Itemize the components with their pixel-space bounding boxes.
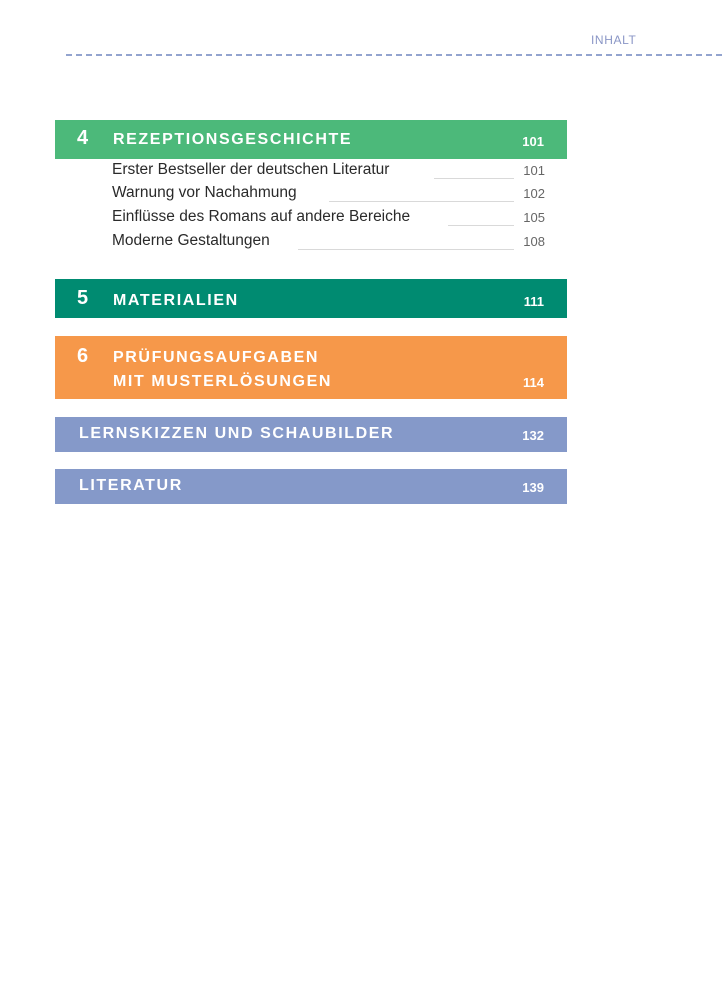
subitem-label: Moderne Gestaltungen [112,232,276,250]
toc-subitem[interactable] [112,184,544,206]
chapter-page: 101 [522,134,544,149]
toc-chapter-4[interactable] [55,120,567,159]
toc-literatur[interactable] [55,469,567,504]
leader-line [434,178,514,179]
toc-subitem[interactable] [112,208,544,230]
subitem-label: Einflüsse des Romans auf andere Bereiche [112,208,416,226]
chapter-title-line-2: MIT MUSTERLÖSUNGEN [113,373,333,390]
subitem-label: Erster Bestseller der deutschen Literatur [112,161,395,179]
chapter-title-line-1: PRÜFUNGSAUFGABEN [113,349,320,366]
chapter-title: MATERIALIEN [113,292,239,309]
chapter-page: 111 [523,294,544,309]
toc-chapter-6[interactable] [55,336,567,399]
toc-subitem[interactable] [112,161,544,183]
subitem-page: 105 [523,210,545,225]
running-head: INHALT [591,33,637,47]
subitem-page: 101 [523,163,545,178]
leader-line [298,249,514,250]
chapter-title: REZEPTIONSGESCHICHTE [113,131,353,148]
table-of-contents [55,120,567,504]
dashed-rule [66,54,722,56]
subitem-page: 102 [523,186,545,201]
toc-lernskizzen[interactable] [55,417,567,452]
chapter-number: 4 [77,127,89,149]
toc-chapter-5[interactable] [55,279,567,318]
toc-chapter-4-subitems [55,159,567,278]
subitem-page: 108 [523,234,545,249]
section-page: 132 [522,428,544,443]
toc-subitem[interactable] [112,232,544,254]
leader-line [329,201,514,202]
section-page: 139 [522,480,544,495]
subitem-label: Warnung vor Nachahmung [112,184,303,202]
section-title: LERNSKIZZEN UND SCHAUBILDER [79,425,395,442]
leader-line [448,225,514,226]
chapter-number: 5 [77,287,89,309]
section-title: LITERATUR [79,477,183,494]
chapter-page: 114 [523,375,544,390]
chapter-number: 6 [77,345,89,367]
